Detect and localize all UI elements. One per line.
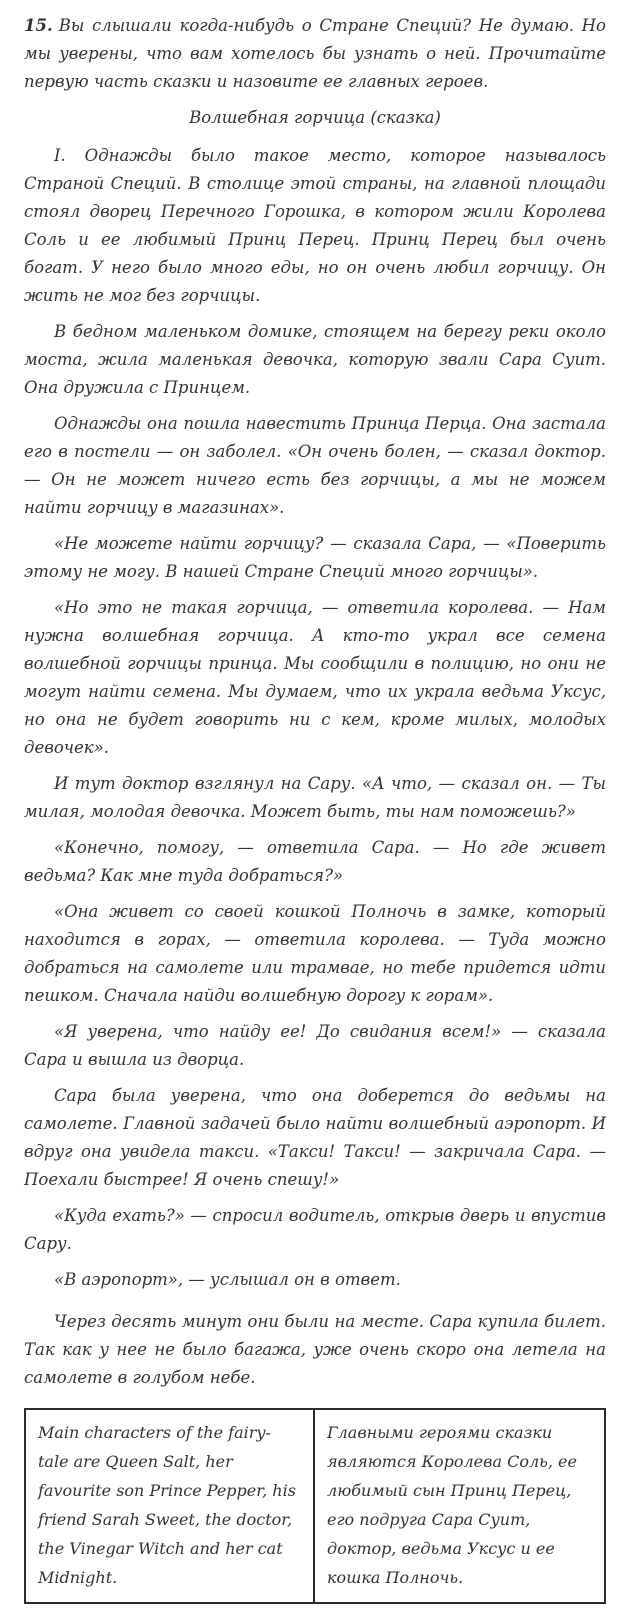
story-paragraph: «Не можете найти горчицу? — сказала Сара, — «Поверить этому не могу. В нашей Стране Специй много горчицы». [24,534,606,581]
task-number: 15. [24,16,53,35]
table-cell-english: Main characters of the fairy-tale are Queen Salt, her favourite son Prince Pepper, his friend Sarah Sweet, the doctor, the Vinegar Witch and her cat Midnight. [26,1410,315,1602]
story-paragraph: «Конечно, помогу, — ответила Сара. — Но где живет ведьма? Как мне туда добраться?» [24,838,606,885]
story-paragraph: И тут доктор взглянул на Сару. «А что, — сказал он. — Ты милая, молодая девочка. Может быть, ты нам поможешь?» [24,774,606,821]
story-paragraph: Сара была уверена, что она доберется до ведьмы на самолете. Главной задачей было найти волшебный аэропорт. И вдруг она увидела такси. «Такси! Такси! — закричала Сара. — Поехали быстрее! Я очень спешу!» [24,1086,606,1189]
story-title: Волшебная горчица (сказка) [189,108,441,127]
story-paragraph: I. Однажды было такое место, которое называлось Страной Специй. В столице этой страны, на главной площади стоял дворец Перечного Горошка, в котором жили Королева Соль и ее любимый Принц Перец. Принц Перец был очень богат. У него было много еды, но он очень любил горчицу. Он жить не мог без горчицы. [24,146,606,305]
task-text: Вы слышали когда-нибудь о Стране Специй? Не думаю. Но мы уверены, что вам хотелось бы узнать о ней. Прочитайте первую часть сказки и назовите ее главных героев. [24,16,606,91]
story-paragraph: «Но это не такая горчица, — ответила королева. — Нам нужна волшебная горчица. А кто-то украл все семена волшебной горчицы принца. Мы сообщили в полицию, но они не могут найти семена. Мы думаем, что их украла ведьма Уксус, но она не будет говорить ни с кем, кроме милых, молодых девочек». [24,598,606,757]
story-paragraph: В бедном маленьком домике, стоящем на берегу реки около моста, жила маленькая девочка, которую звали Сара Суит. Она дружила с Принцем. [24,322,606,397]
translation-table [24,1408,606,1604]
story-paragraph: Однажды она пошла навестить Принца Перца. Она застала его в постели — он заболел. «Он очень болен, — сказал доктор. — Он не может ничего есть без горчицы, а мы не можем найти горчицу в магазинах». [24,414,606,517]
story-paragraph: «Куда ехать?» — спросил водитель, открыв дверь и впустив Сару. [24,1206,606,1253]
task-statement [24,12,606,96]
story-paragraph: «В аэропорт», — услышал он в ответ. [54,1270,401,1289]
story-paragraph: «Я уверена, что найду ее! До свидания всем!» — сказала Сара и вышла из дворца. [24,1022,606,1069]
story-paragraph: «Она живет со своей кошкой Полночь в замке, который находится в горах, — ответила королева. — Туда можно добраться на самолете или трамвае, но тебе придется идти пешком. Сначала найди волшебную дорогу к горам». [24,902,606,1005]
story-paragraph: Через десять минут они были на месте. Сара купила билет. Так как у нее не было багажа, уже очень скоро она летела на самолете в голубом небе. [24,1312,606,1387]
table-cell-russian: Главными героями сказки являются Королева Соль, ее любимый сын Принц Перец, его подруга Сара Суит, доктор, ведьма Уксус и ее кошка Полночь. [327,1423,577,1587]
